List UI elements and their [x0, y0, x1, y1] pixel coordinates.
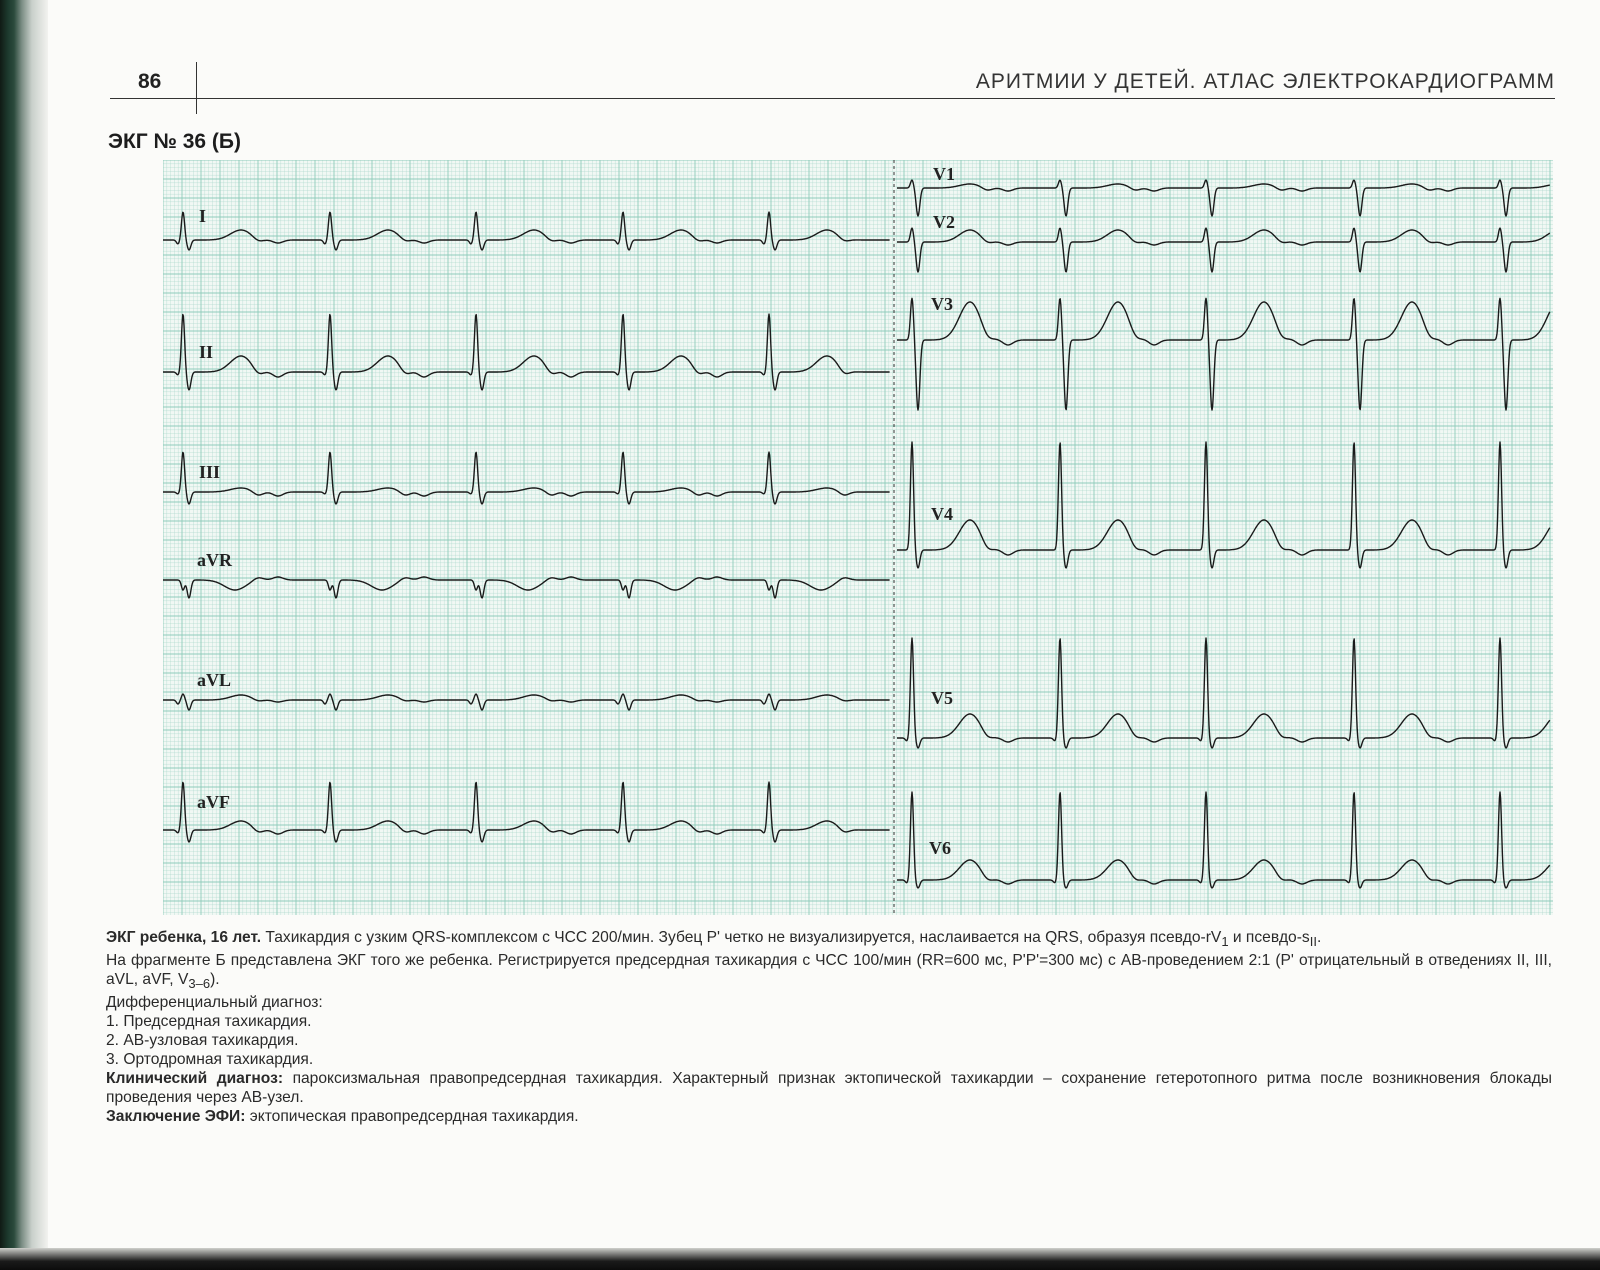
lead-label-V3: V3 — [931, 294, 953, 314]
ecg-title: ЭКГ № 36 (Б) — [108, 130, 242, 153]
lead-label-aVR: aVR — [197, 550, 232, 570]
caption-fragment-b: На фрагменте Б представлена ЭКГ того же ребенка. Регистрируется предсердная тахикардия с ЧСС 100/мин (RR=600 мс, P'P'=300 мс) с АВ-проведением 2:1 (P' отрицательный в отведениях II, III, aVL, aVF, $V_{3-6}$). — [106, 952, 1552, 992]
caption-diff-item: 2. АВ-узловая тахикардия. — [106, 1032, 299, 1050]
caption-clinical: Клинический диагноз: пароксизмальная правопредсердная тахикардия. Характерный признак эктопической тахикардии – сохранение гетеротопного ритма после возникновения блокады проведения через АВ-узел. — [106, 1070, 1552, 1107]
lead-label-aVF: aVF — [197, 792, 230, 812]
lead-label-I: I — [199, 206, 207, 226]
caption-diff-item: 3. Ортодромная тахикардия. — [106, 1051, 314, 1069]
ecg-tracing — [163, 160, 1553, 915]
header-divider — [110, 98, 1555, 99]
caption-diff-heading: Дифференциальный диагноз: — [106, 994, 323, 1012]
lead-label-V2: V2 — [933, 212, 955, 232]
lead-label-III: III — [199, 462, 221, 482]
page-number: 86 — [138, 70, 162, 93]
lead-label-II: II — [199, 342, 214, 362]
caption-intro: ЭКГ ребенка, 16 лет. Тахикардия с узким QRS-комплексом с ЧСС 200/мин. Зубец P' четко не визуализируется, наслаивается на QRS, образуя псевдо-$rV_1$ и псевдо-$s_{II}$. — [106, 929, 1322, 950]
lead-label-V1: V1 — [933, 164, 955, 184]
book-binding — [0, 0, 48, 1270]
page-bottom-edge — [0, 1248, 1600, 1270]
header-divider-vertical — [196, 62, 197, 114]
running-title: АРИТМИИ У ДЕТЕЙ. АТЛАС ЭЛЕКТРОКАРДИОГРАММ — [975, 70, 1555, 93]
ecg-caption — [106, 928, 1552, 1126]
caption-diff-item: 1. Предсердная тахикардия. — [106, 1013, 312, 1031]
caption-conclusion: Заключение ЭФИ: эктопическая правопредсердная тахикардия. — [106, 1108, 579, 1126]
lead-label-aVL: aVL — [197, 670, 232, 690]
ecg-grid — [163, 160, 1553, 915]
lead-label-V4: V4 — [931, 504, 953, 524]
lead-label-V5: V5 — [931, 688, 953, 708]
lead-label-V6: V6 — [929, 838, 951, 858]
